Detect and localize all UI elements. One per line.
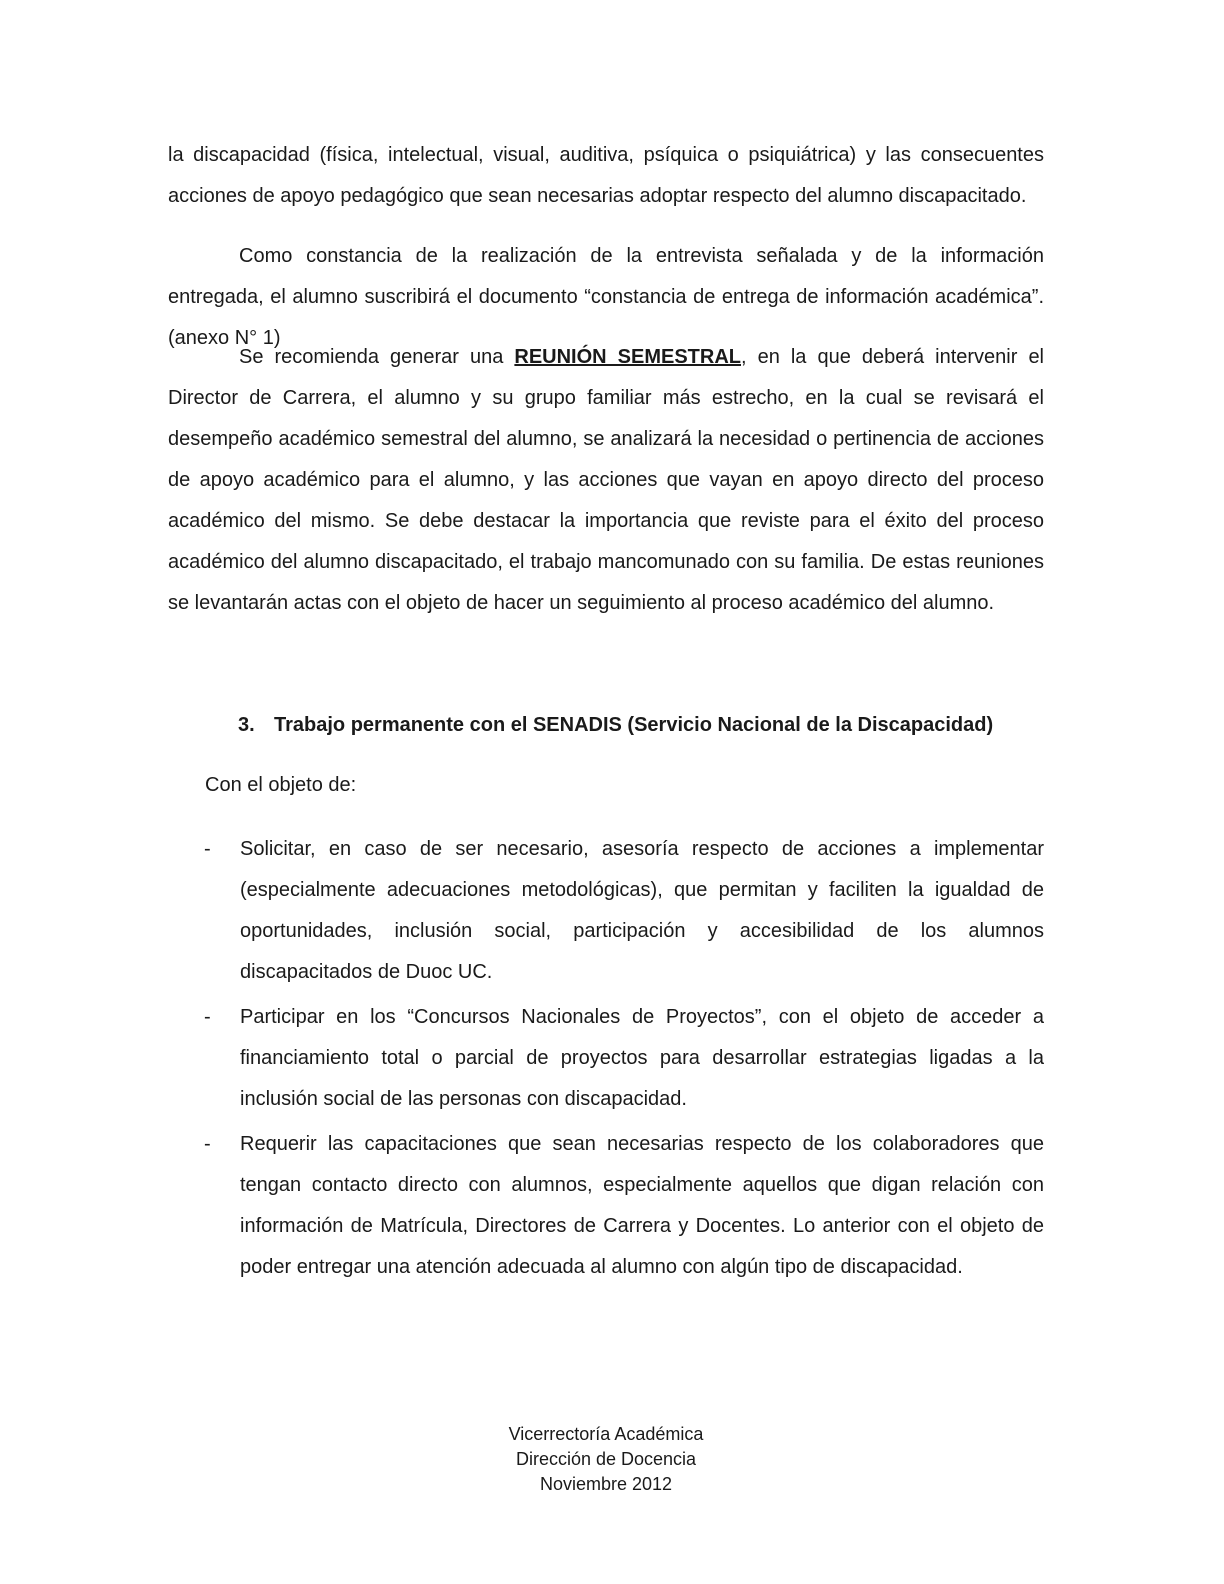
list-item (200, 1124, 1044, 1288)
list-item-text: Requerir las capacitaciones que sean necesarias respecto de los colaboradores que tengan contacto directo con alumnos, especialmente aquellos que digan relación con información de Matrícula, Directores de Carrera y Docentes. Lo anterior con el objeto de poder entregar una atención adecuada al alumno con algún tipo de discapacidad. (240, 1133, 1044, 1278)
list-item-text: Participar en los “Concursos Nacionales de Proyectos”, con el objeto de acceder a financiamiento total o parcial de proyectos para desarrollar estrategias ligadas a la inclusión social de las personas con discapacidad. (240, 1006, 1044, 1110)
emphasis-reunion-semestral: REUNIÓN SEMESTRAL (514, 346, 741, 368)
bullet-dash: - (204, 1133, 211, 1155)
bullet-dash: - (204, 1006, 211, 1028)
footer-line-direccion: Dirección de Docencia (515, 1449, 697, 1469)
list-item (200, 829, 1044, 993)
page-footer (0, 1422, 1212, 1497)
paragraph-text-before: Se recomienda generar una (239, 346, 515, 368)
list-item-text: Solicitar, en caso de ser necesario, asesoría respecto de acciones a implementar (especialmente adecuaciones metodológicas), que permitan y faciliten la igualdad de oportunidades, inclusión social, participación y accesibilidad de los alumnos discapacitados de Duoc UC. (240, 838, 1044, 983)
bullet-dash: - (204, 838, 211, 860)
section-title: Trabajo permanente con el SENADIS (Servicio Nacional de la Discapacidad) (274, 714, 994, 736)
section-heading (238, 705, 993, 746)
footer-line-date: Noviembre 2012 (539, 1474, 673, 1494)
objectives-list (200, 829, 1044, 1292)
list-item (200, 997, 1044, 1120)
paragraph-reunion-semestral (168, 337, 1044, 624)
section-intro: Con el objeto de: (205, 774, 357, 796)
paragraph-constancia: Como constancia de la realización de la entrevista señalada y de la información entregada, el alumno suscribirá el documento “constancia de entrega de información académica”. (anexo N° 1) (168, 245, 1044, 349)
paragraph-text-after: , en la que deberá intervenir el Director de Carrera, el alumno y su grupo familiar más estrecho, en la cual se revisará el desempeño académico semestral del alumno, se analizará la necesidad o pertinencia de acciones de apoyo académico para el alumno, y las acciones que vayan en apoyo directo del proceso académico del mismo. Se debe destacar la importancia que reviste para el éxito del proceso académico del alumno discapacitado, el trabajo mancomunado con su familia. De estas reuniones se levantarán actas con el objeto de hacer un seguimiento al proceso académico del alumno. (168, 346, 1045, 614)
section-number: 3. (238, 714, 255, 736)
paragraph-disability-types: la discapacidad (física, intelectual, visual, auditiva, psíquica o psiquiátrica) y las consecuentes acciones de apoyo pedagógico que sean necesarias adoptar respecto del alumno discapacitado. (168, 144, 1044, 207)
footer-line-vicerrectoria: Vicerrectoría Académica (508, 1424, 704, 1444)
